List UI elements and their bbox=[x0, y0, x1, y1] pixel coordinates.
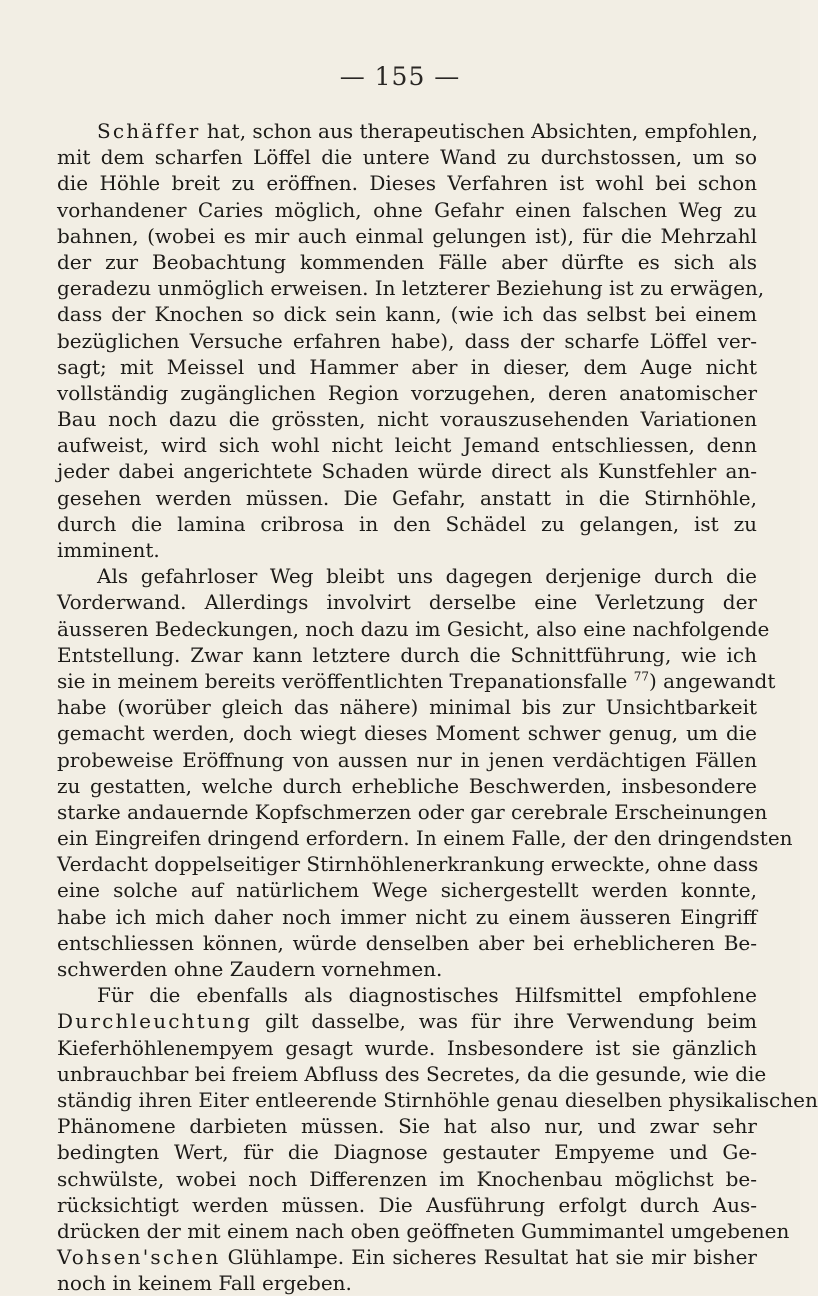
text-line bbox=[57, 537, 757, 563]
text-line bbox=[57, 773, 757, 799]
text-segment: geradezu unmöglich erweisen. In letzterer Beziehung ist zu erwägen, bbox=[57, 276, 765, 301]
text-line bbox=[57, 1113, 757, 1139]
text-segment: rücksichtigt werden müssen. Die Ausführung erfolgt durch Aus- bbox=[57, 1192, 757, 1217]
text-line bbox=[57, 616, 770, 642]
text-line bbox=[57, 354, 757, 380]
text-line bbox=[57, 118, 757, 144]
text-segment: Kieferhöhlenempyem gesagt wurde. Insbesondere ist sie gänzlich bbox=[57, 1035, 757, 1060]
text-segment: durch die lamina cribrosa in den Schädel zu gelangen, ist zu bbox=[57, 511, 757, 536]
text-segment: habe ich mich daher noch immer nicht zu einem äusseren Eingriff bbox=[57, 904, 757, 929]
text-line bbox=[57, 851, 757, 877]
text-line bbox=[57, 485, 757, 511]
text-segment: sagt; mit Meissel und Hammer aber in dieser, dem Auge nicht bbox=[57, 354, 757, 379]
text-segment: ein Eingreifen dringend erfordern. In einem Falle, der den dringendsten bbox=[57, 826, 793, 851]
text-segment: die Höhle breit zu eröffnen. Dieses Verfahren ist wohl bei schon bbox=[57, 171, 757, 196]
text-segment: starke andauernde Kopfschmerzen oder gar cerebrale Erscheinungen bbox=[57, 799, 768, 824]
footnote-reference: 77 bbox=[633, 669, 649, 684]
text-line bbox=[57, 1061, 767, 1087]
text-segment: imminent. bbox=[57, 538, 160, 562]
text-segment: Phänomene darbieten müssen. Sie hat also nur, und zwar sehr bbox=[57, 1114, 757, 1139]
text-line bbox=[57, 1087, 818, 1113]
text-segment: Als gefahrloser Weg bleibt uns dagegen derjenige durch die bbox=[97, 564, 757, 589]
text-line bbox=[57, 170, 757, 196]
text-segment: Glühlampe. Ein sicheres Resultat hat sie mir bisher bbox=[220, 1245, 757, 1270]
text-line bbox=[57, 301, 757, 327]
spaced-name: Schäffer bbox=[97, 119, 201, 143]
text-segment: hat, schon aus therapeutischen Absichten, empfohlen, bbox=[200, 119, 758, 143]
text-segment: ständig ihren Eiter entleerende Stirnhöhle genau dieselben physikalischen bbox=[57, 1087, 818, 1112]
text-segment: aufweist, wird sich wohl nicht leicht Jemand entschliessen, denn bbox=[57, 433, 757, 458]
text-line bbox=[57, 1218, 790, 1244]
text-segment: ) angewandt bbox=[648, 668, 776, 693]
text-line bbox=[57, 1270, 757, 1296]
text-line bbox=[57, 511, 757, 537]
text-segment: drücken der mit einem nach oben geöffneten Gummimantel umgebenen bbox=[57, 1218, 790, 1243]
text-line bbox=[57, 1244, 757, 1270]
text-line bbox=[57, 275, 765, 301]
text-segment: dass der Knochen so dick sein kann, (wie ich das selbst bei einem bbox=[57, 302, 757, 327]
text-line bbox=[57, 1139, 757, 1165]
text-line bbox=[57, 694, 757, 720]
text-line bbox=[57, 458, 757, 484]
text-segment: sie in meinem bereits veröffentlichten Trepanationsfalle bbox=[57, 668, 634, 693]
text-line bbox=[57, 589, 757, 615]
text-line bbox=[57, 799, 768, 825]
text-segment: unbrauchbar bei freiem Abfluss des Secretes, da die gesunde, wie die bbox=[57, 1061, 767, 1086]
text-line bbox=[57, 825, 793, 851]
text-segment: gemacht werden, doch wiegt dieses Moment schwer genug, um die bbox=[57, 721, 757, 746]
text-line bbox=[57, 144, 757, 170]
text-line bbox=[57, 197, 757, 223]
text-segment: der zur Beobachtung kommenden Fälle aber dürfte es sich als bbox=[57, 249, 757, 274]
text-line bbox=[57, 982, 757, 1008]
text-line bbox=[57, 432, 757, 458]
text-segment: jeder dabei angerichtete Schaden würde direct als Kunstfehler an- bbox=[57, 459, 757, 484]
text-line bbox=[57, 747, 757, 773]
text-line bbox=[57, 328, 757, 354]
text-segment: noch in keinem Fall ergeben. bbox=[57, 1271, 352, 1296]
text-line bbox=[57, 720, 757, 746]
text-segment: gilt dasselbe, was für ihre Verwendung beim bbox=[252, 1009, 757, 1034]
text-segment: eine solche auf natürlichem Wege sichergestellt werden konnte, bbox=[57, 878, 757, 903]
page-number: — 155 — bbox=[339, 62, 461, 91]
spaced-name: Durchleuchtung bbox=[57, 1009, 253, 1034]
text-segment: bezüglichen Versuche erfahren habe), dass der scharfe Löffel ver- bbox=[57, 328, 757, 353]
text-line bbox=[57, 223, 757, 249]
text-line bbox=[57, 1035, 757, 1061]
text-line bbox=[57, 904, 757, 930]
text-segment: habe (worüber gleich das nähere) minimal bis zur Unsichtbarkeit bbox=[57, 695, 757, 720]
text-segment: bedingten Wert, für die Diagnose gestauter Empyeme und Ge- bbox=[57, 1140, 757, 1165]
text-segment: zu gestatten, welche durch erhebliche Beschwerden, insbesondere bbox=[57, 773, 757, 798]
text-line bbox=[57, 642, 757, 668]
text-segment: schwülste, wobei noch Differenzen im Knochenbau möglichst be- bbox=[57, 1166, 757, 1191]
text-line bbox=[57, 930, 757, 956]
text-line bbox=[57, 1008, 757, 1034]
text-segment: Entstellung. Zwar kann letztere durch die Schnittführung, wie ich bbox=[57, 642, 757, 667]
text-segment: gesehen werden müssen. Die Gefahr, anstatt in die Stirnhöhle, bbox=[57, 485, 757, 510]
text-segment: äusseren Bedeckungen, noch dazu im Gesicht, also eine nachfolgende bbox=[57, 616, 770, 641]
text-segment: entschliessen können, würde denselben aber bei erheblicheren Be- bbox=[57, 930, 757, 955]
text-line bbox=[57, 1192, 757, 1218]
text-segment: mit dem scharfen Löffel die untere Wand zu durchstossen, um so bbox=[57, 145, 757, 170]
text-segment: schwerden ohne Zaudern vornehmen. bbox=[57, 957, 443, 981]
text-line bbox=[57, 1166, 757, 1192]
text-segment: vollständig zugänglichen Region vorzugehen, deren anatomischer bbox=[57, 380, 757, 405]
text-line bbox=[57, 406, 757, 432]
text-segment: Verdacht doppelseitiger Stirnhöhlenerkrankung erweckte, ohne dass bbox=[57, 852, 759, 877]
text-segment: vorhandener Caries möglich, ohne Gefahr einen falschen Weg zu bbox=[57, 197, 757, 222]
text-line bbox=[57, 249, 757, 275]
text-line bbox=[57, 956, 757, 982]
text-segment: probeweise Eröffnung von aussen nur in jenen verdächtigen Fällen bbox=[57, 747, 757, 772]
text-segment: bahnen, (wobei es mir auch einmal gelungen ist), für die Mehrzahl bbox=[57, 223, 757, 248]
text-line bbox=[57, 877, 757, 903]
spaced-name: Vohsen'schen bbox=[57, 1245, 221, 1270]
text-segment: Vorderwand. Allerdings involvirt derselbe eine Verletzung der bbox=[57, 590, 757, 615]
body-text bbox=[57, 118, 818, 1296]
text-line bbox=[57, 380, 757, 406]
text-segment: Für die ebenfalls als diagnostisches Hilfsmittel empfohlene bbox=[97, 983, 757, 1008]
text-line bbox=[57, 668, 776, 694]
text-line bbox=[57, 563, 757, 589]
text-segment: Bau noch dazu die grössten, nicht vorauszusehenden Variationen bbox=[57, 407, 757, 432]
